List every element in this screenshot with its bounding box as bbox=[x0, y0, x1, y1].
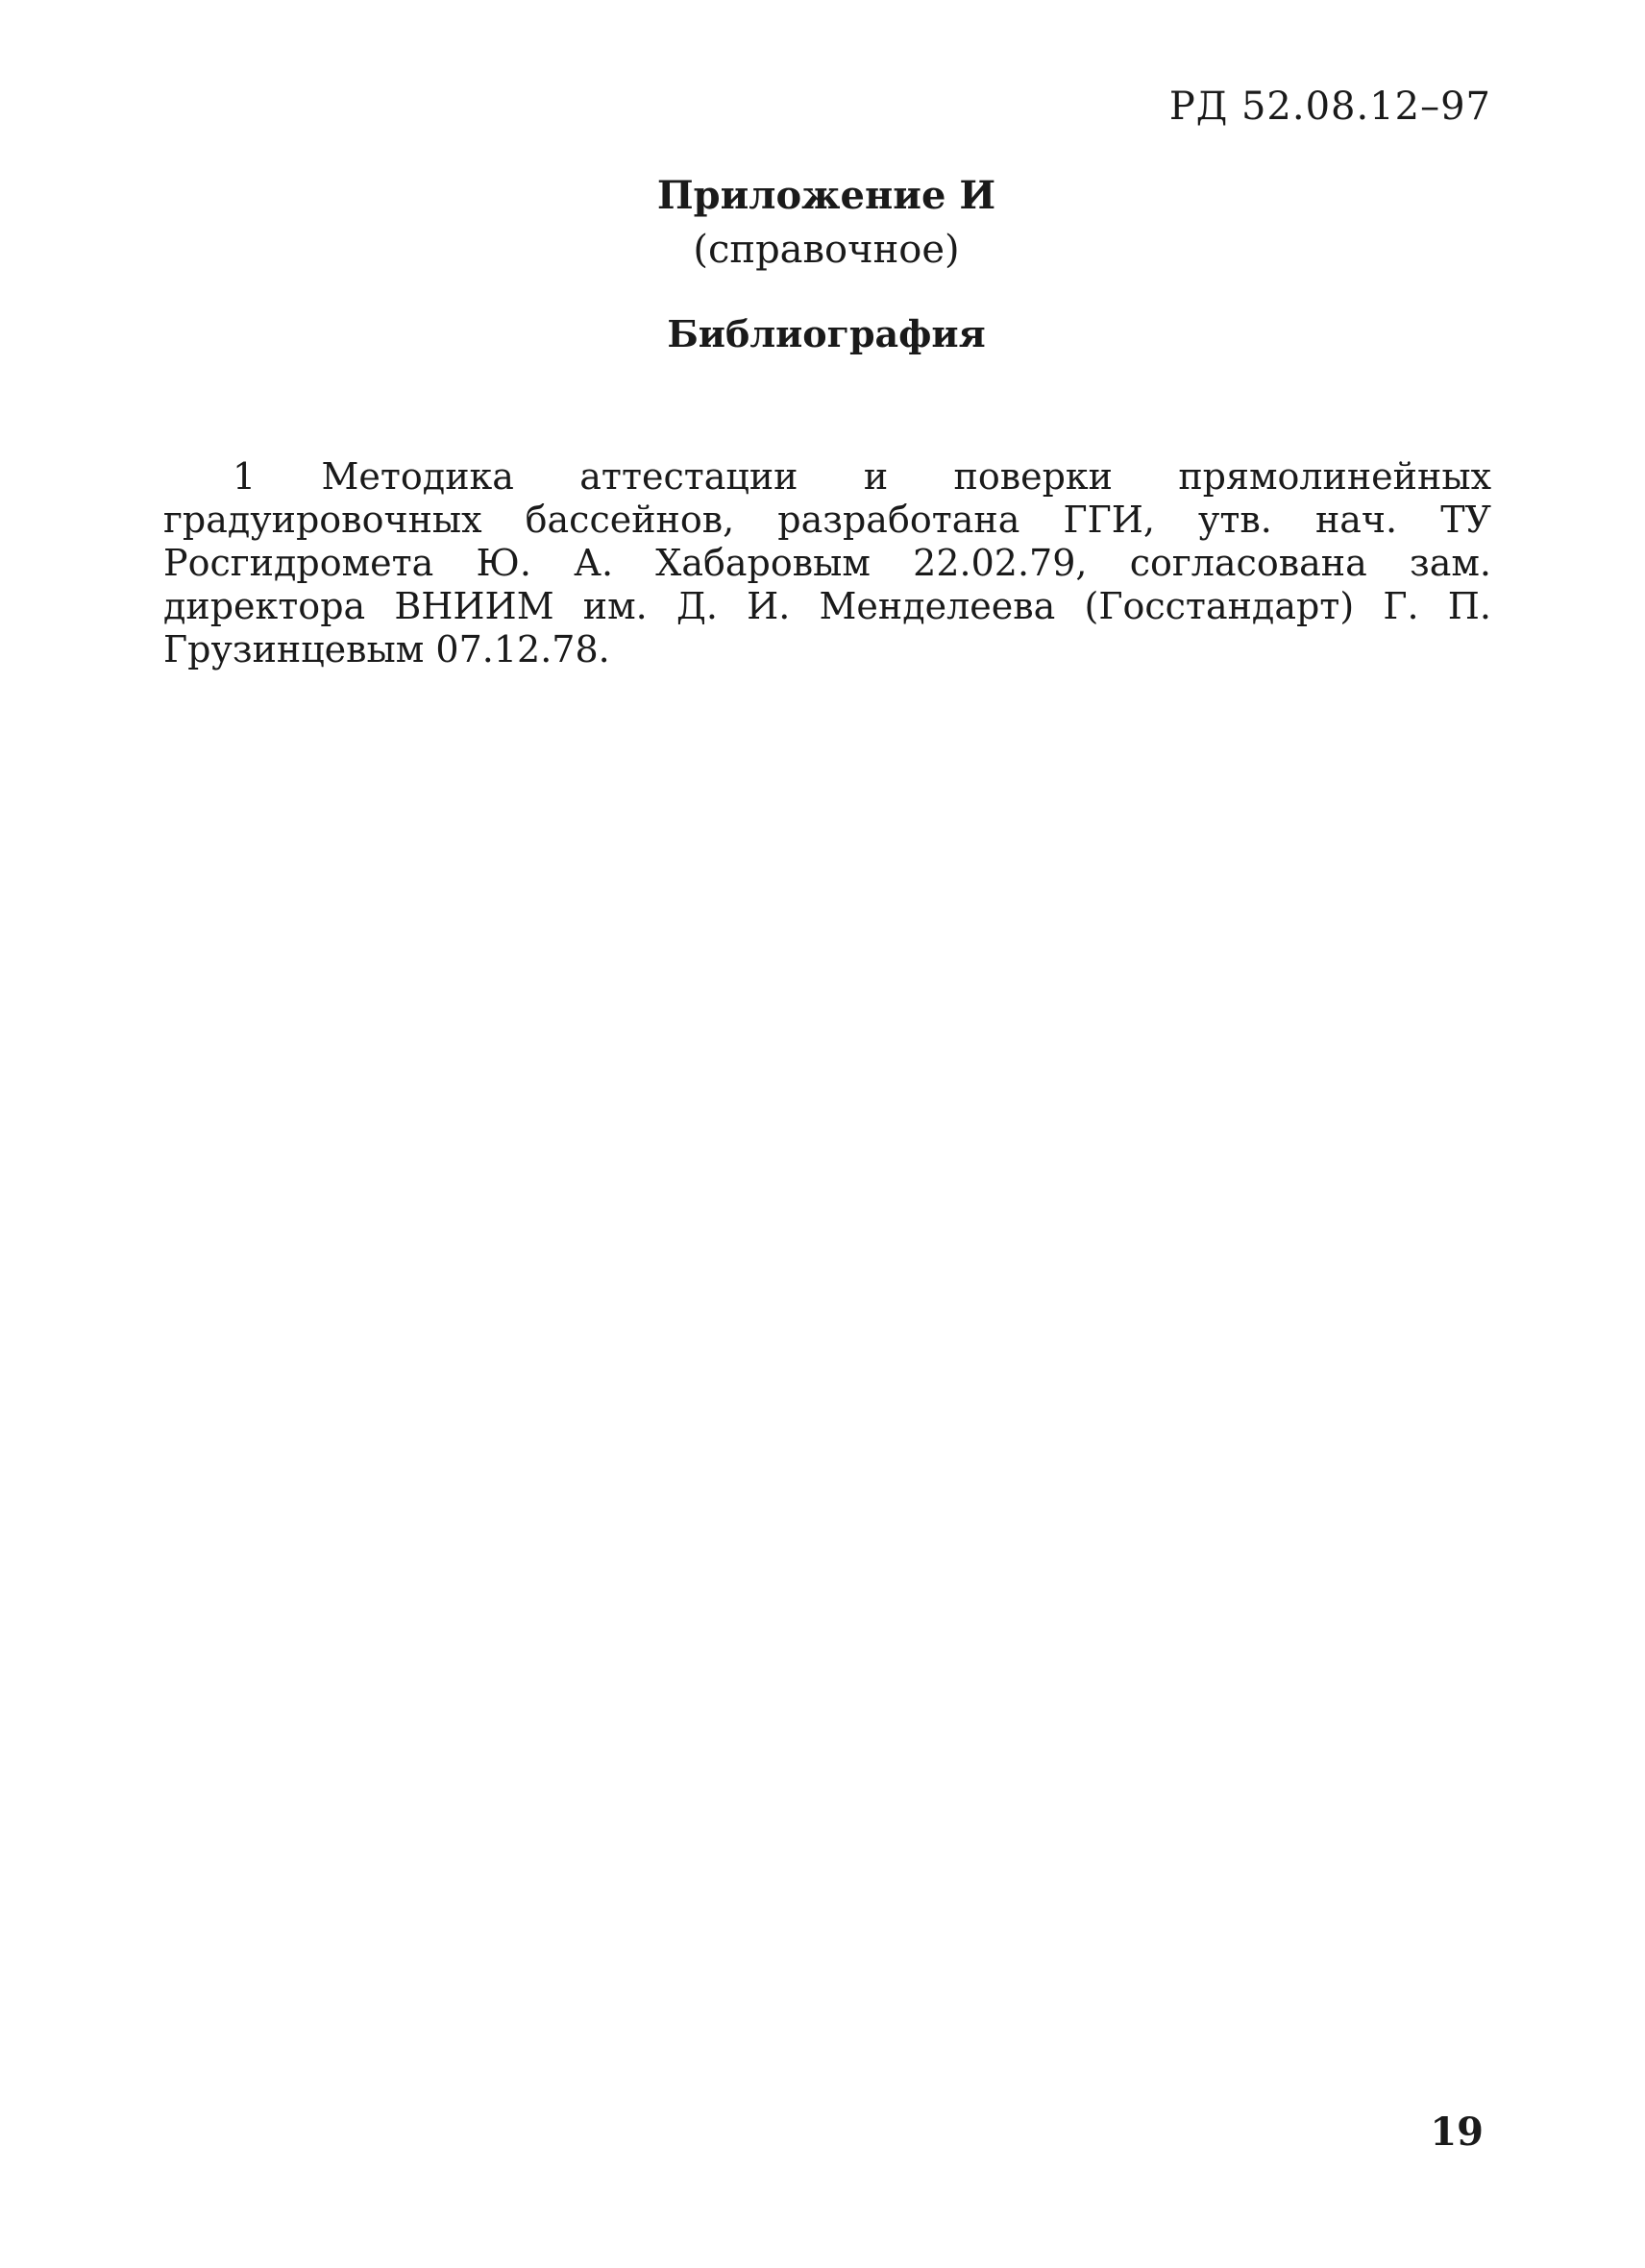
section-heading: Библиография bbox=[667, 312, 986, 355]
appendix-header bbox=[163, 171, 1489, 359]
bibliography-list bbox=[163, 455, 1491, 671]
bibliography-item: 1 Методика аттестации и поверки прямолинейных градуировочных бассейнов, разработана ГГИ, утв. нач. ТУ Росгидромета Ю. А. Хабаровым 22.02.79, согласована зам. директора ВНИИМ им. Д. И. Менделеева (Госстандарт) Г. П. Грузинцевым 07.12.78. bbox=[163, 455, 1491, 671]
appendix-type: (справочное) bbox=[693, 228, 960, 272]
appendix-title: Приложение И bbox=[656, 173, 996, 218]
page-number: 19 bbox=[1430, 2109, 1484, 2155]
document-code: РД 52.08.12–97 bbox=[1168, 85, 1491, 129]
